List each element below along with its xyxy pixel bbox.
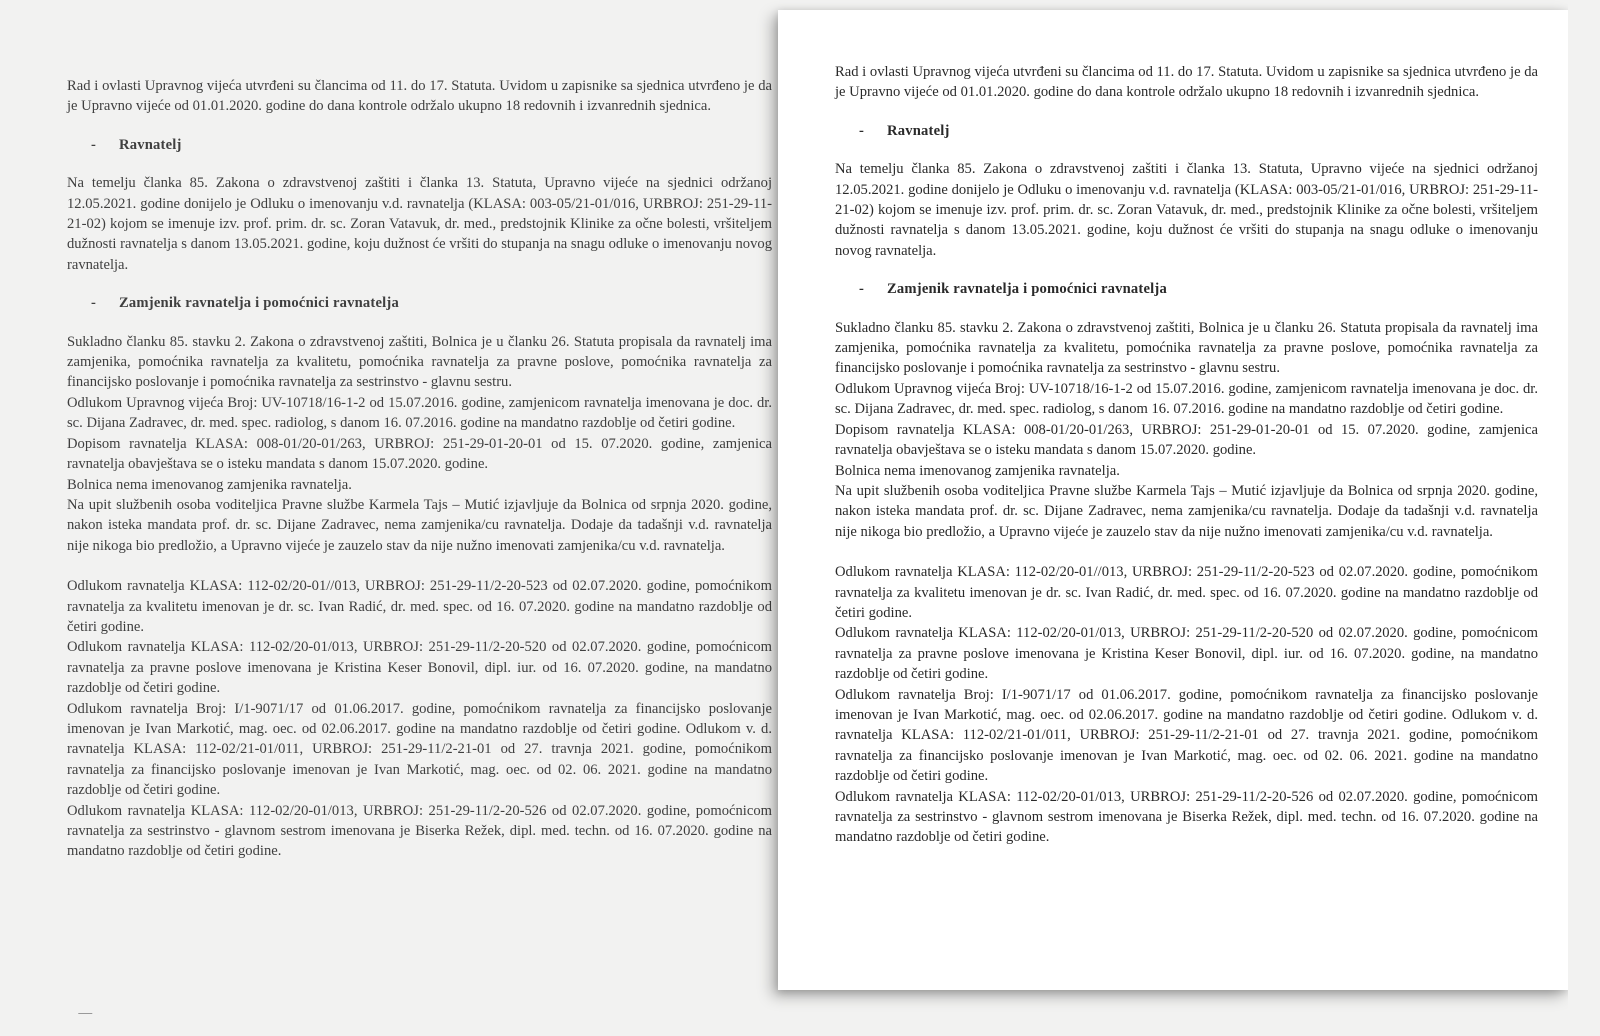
heading-text: Zamjenik ravnatelja i pomoćnici ravnatelja: [887, 281, 1167, 298]
paragraph-zamjenica-imenovanje: Odlukom Upravnog vijeća Broj: UV-10718/16-1-2 od 15.07.2016. godine, zamjenicom ravnatelja imenovana je doc. dr. sc. Dijana Zadravec, dr. med. spec. radiolog, s danom 16. 07.2016. godine na mandatno razdoblje od četiri godine.: [67, 394, 772, 432]
paragraph-statut: Sukladno članku 85. stavku 2. Zakona o zdravstvenoj zaštiti, Bolnica je u članku 26. Statuta propisala da ravnatelj ima zamjenika, pomoćnika ravnatelja za kvalitetu, pomoćnika ravnatelja za pravne poslove, pomoćnika ravnatelja za financijsko poslovanje i pomoćnika ravnatelja za sestrinstvo - glavnu sestru.: [67, 333, 772, 391]
paragraph-statut: Sukladno članku 85. stavku 2. Zakona o zdravstvenoj zaštiti, Bolnica je u članku 26. Statuta propisala da ravnatelj ima zamjenika, pomoćnika ravnatelja za kvalitetu, pomoćnika ravnatelja za pravne poslove, pomoćnika ravnatelja za financijsko poslovanje i pomoćnika ravnatelja za sestrinstvo - glavnu sestru.: [835, 319, 1538, 377]
section-heading-zamjenik: [835, 279, 1538, 299]
paragraph-dopis: Dopisom ravnatelja KLASA: 008-01/20-01/263, URBROJ: 251-29-01-20-01 od 15. 07.2020. godine, zamjenica ravnatelja obavještava se o isteku mandata s danom 15.07.2020. godine.: [67, 435, 772, 473]
document-page-copy: [778, 10, 1568, 990]
paragraph-sestrinstvo: Odlukom ravnatelja KLASA: 112-02/20-01/013, URBROJ: 251-29-11/2-20-526 od 02.07.2020. godine, pomoćnicom ravnatelja za sestrinstvo - glavnom sestrom imenovana je Biserka Režek, dipl. med. techn. od 16. 07.2020. godine na mandatno razdoblje od četiri godine.: [67, 802, 772, 860]
background-margin: [1568, 0, 1600, 1036]
paragraph-nema-zamjenika: Bolnica nema imenovanog zamjenika ravnatelja.: [835, 462, 1120, 479]
paragraph-kvaliteta: Odlukom ravnatelja KLASA: 112-02/20-01//013, URBROJ: 251-29-11/2-20-523 od 02.07.2020. godine, pomoćnikom ravnatelja za kvalitetu imenovan je dr. sc. Ivan Radić, dr. med. spec. od 16. 07.2020. godine na mandatno razdoblje od četiri godine.: [67, 578, 772, 635]
paragraph-ravnatelj: Na temelju članka 85. Zakona o zdravstvenoj zaštiti i članka 13. Statuta, Upravno vijeće na sjednici održanoj 12.05.2021. godine donijelo je Odluku o imenovanju v.d. ravnatelja (KLASA: 003-05/21-01/016, URBROJ: 251-29-11-21-02) kojom se imenuje izv. prof. prim. dr. sc. Zoran Vatavuk, dr. med., predstojnik Klinike za očne bolesti, vršiteljem dužnosti ravnatelja s danom 13.05.2021. godine, koju dužnost će vršiti do stupanja na snagu odluke o imenovanju novog ravnatelja.: [835, 161, 1538, 259]
paragraph-pravni-poslovi: Odlukom ravnatelja KLASA: 112-02/20-01/013, URBROJ: 251-29-11/2-20-520 od 02.07.2020. godine, pomoćnicom ravnatelja za pravne poslove imenovana je Kristina Keser Bonovil, dipl. iur. od 16. 07.2020. godine, na mandatno razdoblje od četiri godine.: [835, 625, 1538, 683]
heading-text: Ravnatelj: [887, 122, 950, 139]
paragraph-zamjenica-imenovanje: Odlukom Upravnog vijeća Broj: UV-10718/16-1-2 od 15.07.2016. godine, zamjenicom ravnatelja imenovana je doc. dr. sc. Dijana Zadravec, dr. med. spec. radiolog, s danom 16. 07.2016. godine na mandatno razdoblje od četiri godine.: [835, 380, 1538, 418]
section-heading-zamjenik: [67, 293, 772, 313]
section-heading-ravnatelj: [67, 135, 772, 155]
paragraph-upit: Na upit službenih osoba voditeljica Pravne službe Karmela Tajs – Mutić izjavljuje da Bolnica od srpnja 2020. godine, nakon isteka mandata prof. dr. sc. Dijane Zadravec, nema zamjenika/cu ravnatelja. Dodaje da tadašnji v.d. ravnatelja nije nikoga bio predložio, a Upravno vijeće je zauzelo stav da nije nužno imenovati zamjenika/cu v.d. ravnatelja.: [835, 482, 1538, 540]
paragraph-pravni-poslovi: Odlukom ravnatelja KLASA: 112-02/20-01/013, URBROJ: 251-29-11/2-20-520 od 02.07.2020. godine, pomoćnicom ravnatelja za pravne poslove imenovana je Kristina Keser Bonovil, dipl. iur. od 16. 07.2020. godine, na mandatno razdoblje od četiri godine.: [67, 639, 772, 697]
heading-text: Zamjenik ravnatelja i pomoćnici ravnatelja: [119, 295, 399, 312]
bullet-marker: -: [859, 122, 865, 139]
heading-text: Ravnatelj: [119, 136, 182, 153]
bullet-marker: -: [859, 281, 865, 298]
paragraph-kvaliteta: Odlukom ravnatelja KLASA: 112-02/20-01//013, URBROJ: 251-29-11/2-20-523 od 02.07.2020. godine, pomoćnikom ravnatelja za kvalitetu imenovan je dr. sc. Ivan Radić, dr. med. spec. od 16. 07.2020. godine na mandatno razdoblje od četiri godine.: [835, 564, 1538, 621]
paragraph-upravno-vijece: Rad i ovlasti Upravnog vijeća utvrđeni su člancima od 11. do 17. Statuta. Uvidom u zapisnike sa sjednica utvrđeno je da je Upravno vijeće od 01.01.2020. godine do dana kontrole održalo ukupno 18 redovnih i izvanrednih sjednica.: [67, 78, 772, 115]
section-heading-ravnatelj: [835, 121, 1538, 141]
bullet-marker: -: [91, 295, 97, 312]
paragraph-financije: Odlukom ravnatelja Broj: I/1-9071/17 od 01.06.2017. godine, pomoćnikom ravnatelja za financijsko poslovanje imenovan je Ivan Markotić, mag. oec. od 02.06.2017. godine na mandatno razdoblje od četiri godine. Odlukom v. d. ravnatelja KLASA: 112-02/21-01/011, URBROJ: 251-29-11/2-21-01 od 27. travnja 2021. godine, pomoćnikom ravnatelja za financijsko poslovanje imenovan je Ivan Markotić, mag. oec. od 02. 06. 2021. godine na mandatno razdoblje od četiri godine.: [835, 686, 1538, 785]
paragraph-upit: Na upit službenih osoba voditeljica Pravne službe Karmela Tajs – Mutić izjavljuje da Bolnica od srpnja 2020. godine, nakon isteka mandata prof. dr. sc. Dijane Zadravec, nema zamjenika/cu ravnatelja. Dodaje da tadašnji v.d. ravnatelja nije nikoga bio predložio, a Upravno vijeće je zauzelo stav da nije nužno imenovati zamjenika/cu v.d. ravnatelja.: [67, 496, 772, 554]
paragraph-ravnatelj: Na temelju članka 85. Zakona o zdravstvenoj zaštiti i članka 13. Statuta, Upravno vijeće na sjednici održanoj 12.05.2021. godine donijelo je Odluku o imenovanju v.d. ravnatelja (KLASA: 003-05/21-01/016, URBROJ: 251-29-11-21-02) kojom se imenuje izv. prof. prim. dr. sc. Zoran Vatavuk, dr. med., predstojnik Klinike za očne bolesti, vršiteljem dužnosti ravnatelja s danom 13.05.2021. godine, koju dužnost će vršiti do stupanja na snagu odluke o imenovanju novog ravnatelja.: [67, 175, 772, 273]
paragraph-financije: Odlukom ravnatelja Broj: I/1-9071/17 od 01.06.2017. godine, pomoćnikom ravnatelja za financijsko poslovanje imenovan je Ivan Markotić, mag. oec. od 02.06.2017. godine na mandatno razdoblje od četiri godine. Odlukom v. d. ravnatelja KLASA: 112-02/21-01/011, URBROJ: 251-29-11/2-21-01 od 27. travnja 2021. godine, pomoćnikom ravnatelja za financijsko poslovanje imenovan je Ivan Markotić, mag. oec. od 02. 06. 2021. godine na mandatno razdoblje od četiri godine.: [67, 700, 772, 799]
paragraph-nema-zamjenika: Bolnica nema imenovanog zamjenika ravnatelja.: [67, 476, 352, 493]
paragraph-upravno-vijece: Rad i ovlasti Upravnog vijeća utvrđeni su člancima od 11. do 17. Statuta. Uvidom u zapisnike sa sjednica utvrđeno je da je Upravno vijeće od 01.01.2020. godine do dana kontrole održalo ukupno 18 redovnih i izvanrednih sjednica.: [835, 64, 1538, 101]
paragraph-sestrinstvo: Odlukom ravnatelja KLASA: 112-02/20-01/013, URBROJ: 251-29-11/2-20-526 od 02.07.2020. godine, pomoćnicom ravnatelja za sestrinstvo - glavnom sestrom imenovana je Biserka Režek, dipl. med. techn. od 16. 07.2020. godine na mandatno razdoblje od četiri godine.: [835, 788, 1538, 846]
bullet-marker: -: [91, 136, 97, 153]
paragraph-dopis: Dopisom ravnatelja KLASA: 008-01/20-01/263, URBROJ: 251-29-01-20-01 od 15. 07.2020. godine, zamjenica ravnatelja obavještava se o isteku mandata s danom 15.07.2020. godine.: [835, 421, 1538, 459]
pen-mark-icon: [78, 1007, 96, 1014]
